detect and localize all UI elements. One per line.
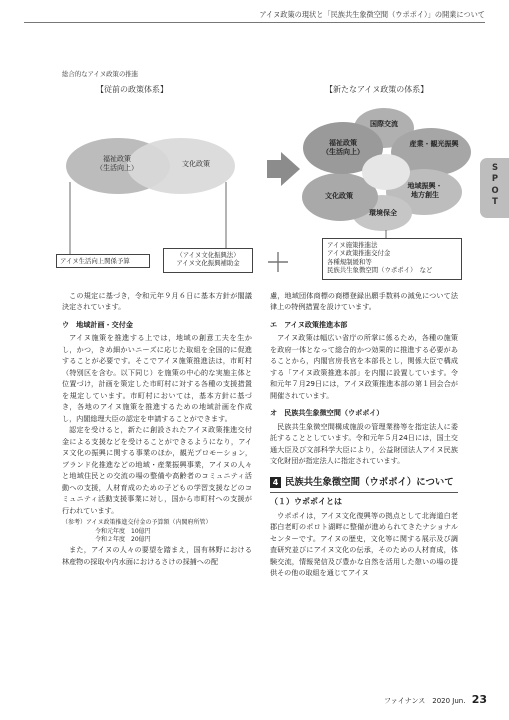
paragraph: アイヌ政策は幅広い省庁の所掌に係るため，各種の施策を政府一体となって総合的かつ効果的に推進する必要があることから，内閣官房長官を本部長とし，関係大臣で構成する「アイヌ政策推進本部」を内閣に設置しています。令和元年７月29日には，アイヌ政策推進本部の第１回会合が開催されています。 (270, 333, 458, 400)
welfare-label-left: 福祉政策 （生活向上） (96, 155, 138, 172)
paragraph: ウポポイは，アイヌ文化復興等の拠点として北海道白老郡白老町のポロト湖畔に整備が進められてきたナショナルセンターです。アイヌの歴史，文化等に関する展示及び調査研究並びにアイヌ文化の伝承，そのための人材育成，体験交流，情報発信及び豊かな自然を活用した憩いの場の提供その他の取組を通じてアイヌ (270, 510, 458, 578)
petal-label-culture: 文化政策 (325, 192, 353, 200)
petal-label-international: 国際交流 (370, 120, 398, 128)
paragraph: この規定に基づき，令和元年９月６日に基本方針が閣議決定されています。 (62, 291, 252, 312)
budget-note: （参考）アイヌ政策推進交付金の予算額（内閣府所管） 令和元年度 10億円 令和２年度 20億円 (62, 519, 212, 543)
budget-box-welfare: アイヌ生活向上関係予算 (56, 254, 150, 268)
right-column (270, 290, 458, 579)
heading-upopoy: オ 民族共生象徴空間（ウポポイ） (270, 408, 384, 418)
spot-label: S P O T (491, 162, 499, 207)
section-rule (270, 492, 458, 493)
paragraph: 慮，地域団体商標の商標登録出願手数料の減免について法律上の特例措置を設けています。 (270, 291, 458, 312)
new-measures-box: アイヌ施策推進法 アイヌ政策推進交付金 各種規制緩和等 民族共生象徴空間（ウポポイ） など (322, 238, 462, 280)
paragraph: 民族共生象徴空間構成施設の管理業務等を指定法人に委託することとしています。令和元年５月24日には，国土交通大臣及び文部科学大臣により，公益財団法人アイヌ民族文化財団が指定法人に指定されています。 (270, 421, 458, 466)
left-column (62, 290, 252, 567)
figure-caption: 総合的なアイヌ政策の推進 (62, 70, 139, 78)
figure-heading-previous: 【従前の政策体系】 (96, 85, 168, 94)
section-number: 4 (270, 477, 281, 488)
running-header: アイヌ政策の現状と「民族共生象徴空間（ウポポイ）」の開業について (259, 10, 485, 19)
paragraph: また，アイヌの人々の要望を踏まえ，国有林野における林産物の採取や内水面におけるさけの採捕への配 (62, 545, 252, 566)
magazine-name: ファイナンス 2020 Jun. (383, 697, 466, 705)
paragraph: 認定を受けると，新たに創設されたアイヌ政策推進交付金による支援などを受けることができるようになり，アイヌ文化の振興に関する事業のほか，観光プロモーション，ブランド化推進などの地域・産業振興事業，アイヌの人々と地域住民との交流の場の整備や高齢者のコミュニティ活動への支援，人材育成のための子どもの学習支援などのコミュニティ活動支援事業に対し，国から市町村への支援が行われています。 (62, 425, 252, 515)
subsection-title: （１）ウポポイとは (270, 497, 342, 507)
petal-label-regional: 地域振興・ 地方創生 (407, 182, 443, 199)
heading-regional-plan: ウ 地域計画・交付金 (62, 319, 133, 329)
petal-label-welfare: 福祉政策 （生活向上） (322, 139, 364, 156)
figure-heading-new: 【新たなアイヌ政策の体系】 (325, 85, 429, 94)
culture-label-left: 文化政策 (182, 160, 210, 168)
petal-label-environment: 環境保全 (369, 209, 397, 217)
budget-box-culture: （アイヌ文化振興法） アイヌ文化振興補助金 (163, 248, 253, 273)
paragraph: アイヌ施策を推進する上では，地域の創意工夫を生かし，かつ，きめ細かいニーズに応じた取組を全国的に促進することが必要です。そこでアイヌ施策推進法は，市町村（特別区を含む。以下同じ）を施策の中心的な実施主体と位置づけ，計画を策定した市町村に対する各種の支援措置を規定しています。市町村においては，基本方針に基づき，各地のアイヌ施策を推進するための地域計画を作成し，内閣総理大臣の認定を申請することができます。 (62, 333, 252, 423)
heading-policy-hq: エ アイヌ政策推進本部 (270, 319, 348, 329)
petal-label-industry: 産業・観光振興 (409, 140, 459, 148)
section-title: 4 民族共生象徴空間（ウポポイ）について (270, 475, 458, 490)
arrow-icon (267, 152, 300, 186)
page-number: 23 (471, 693, 487, 706)
page-footer (384, 693, 487, 706)
